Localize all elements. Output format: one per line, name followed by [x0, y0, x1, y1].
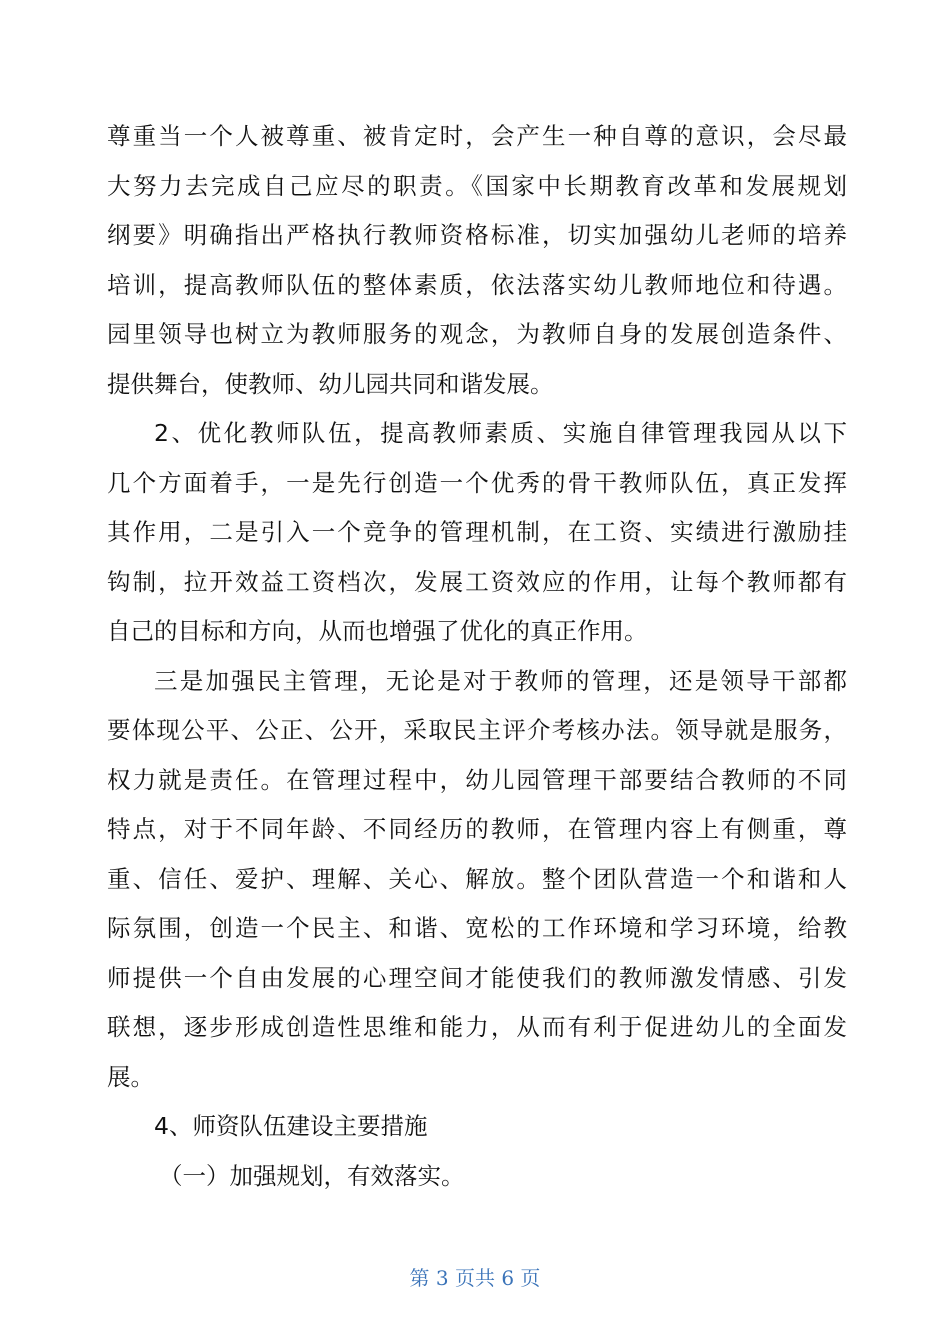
- text-line: 要体现公平、公正、公开，采取民主评介考核办法。领导就是服务，: [107, 716, 847, 744]
- text-line: 纲要》明确指出严格执行教师资格标准，切实加强幼儿老师的培养: [107, 221, 847, 249]
- text-line: 其作用，二是引入一个竞争的管理机制，在工资、实绩进行激励挂: [107, 518, 847, 546]
- text-line: 展。: [107, 1062, 154, 1091]
- text-line: 联想，逐步形成创造性思维和能力，从而有利于促进幼儿的全面发: [107, 1013, 847, 1041]
- text-line: 尊重当一个人被尊重、被肯定时，会产生一种自尊的意识，会尽最: [107, 122, 847, 150]
- text-line: 提供舞台，使教师、幼儿园共同和谐发展。: [107, 369, 554, 398]
- text-line: 大努力去完成自己应尽的职责。《国家中长期教育改革和发展规划: [107, 171, 847, 200]
- text-line: 特点，对于不同年龄、不同经历的教师，在管理内容上有侧重，尊: [107, 815, 847, 843]
- paragraph-start-line: 三是加强民主管理，无论是对于教师的管理，还是领导干部都: [154, 666, 847, 695]
- text-line: 钩制，拉开效益工资档次，发展工资效应的作用，让每个教师都有: [107, 567, 847, 596]
- text-line: 自己的目标和方向，从而也增强了优化的真正作用。: [107, 617, 648, 645]
- paragraph-start-line: 2、优化教师队伍，提高教师素质、实施自律管理我园从以下: [154, 419, 847, 447]
- section-heading: 4、师资队伍建设主要措施: [154, 1112, 428, 1140]
- document-body: [107, 112, 847, 1201]
- text-line: 园里领导也树立为教师服务的观念，为教师自身的发展创造条件、: [107, 320, 847, 348]
- text-line: 权力就是责任。在管理过程中，幼儿园管理干部要结合教师的不同: [107, 765, 847, 794]
- text-line: 重、信任、爱护、理解、关心、解放。整个团队营造一个和谐和人: [107, 864, 847, 893]
- text-line: 培训，提高教师队伍的整体素质，依法落实幼儿教师地位和待遇。: [107, 270, 847, 299]
- text-line: 几个方面着手，一是先行创造一个优秀的骨干教师队伍，真正发挥: [107, 468, 847, 497]
- subsection-heading: （一）加强规划，有效落实。: [159, 1161, 465, 1190]
- text-line: 际氛围，创造一个民主、和谐、宽松的工作环境和学习环境，给教: [107, 914, 847, 942]
- text-line: 师提供一个自由发展的心理空间才能使我们的教师激发情感、引发: [107, 963, 847, 992]
- page-number-footer: 第 3 页共 6 页: [409, 1266, 541, 1290]
